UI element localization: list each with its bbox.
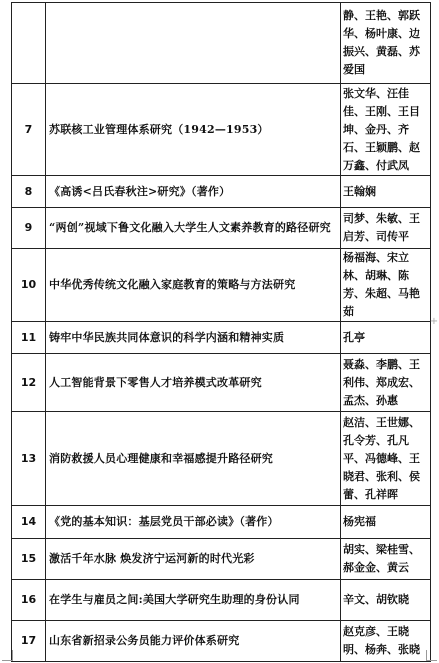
- project-members: 聂淼、李鹏、王利伟、郑成宏、孟杰、孙惠: [341, 354, 431, 412]
- project-title: [46, 3, 341, 84]
- row-number: 16: [12, 580, 46, 621]
- row-number: 10: [12, 249, 46, 322]
- project-table: [11, 2, 431, 662]
- table-row: [12, 249, 431, 322]
- row-number: 12: [12, 354, 46, 412]
- project-members: 孔亭: [341, 322, 431, 354]
- project-title: “两创”视域下鲁文化融入大学生人文素养教育的路径研究: [46, 208, 341, 249]
- table-row: [12, 539, 431, 580]
- table-row: [12, 506, 431, 539]
- project-title: 苏联核工业管理体系研究（1942—1953）: [46, 84, 341, 176]
- row-number: 13: [12, 412, 46, 506]
- project-title: 人工智能背景下零售人才培养模式改革研究: [46, 354, 341, 412]
- row-number: 9: [12, 208, 46, 249]
- table-row: [12, 176, 431, 208]
- project-members: 赵洁、王世娜、孔令芳、孔凡平、冯德峰、王晓君、张利、侯蕾、孔祥晖: [341, 412, 431, 506]
- row-number: 14: [12, 506, 46, 539]
- project-members: 司梦、朱敏、王启芳、司传平: [341, 208, 431, 249]
- row-number: 7: [12, 84, 46, 176]
- project-title: 《高诱<吕氏春秋注>研究》（著作）: [46, 176, 341, 208]
- page-corner-mark-left: [2, 650, 13, 661]
- project-members: 杨福海、宋立林、胡琳、陈芳、朱超、马艳茹: [341, 249, 431, 322]
- row-number: 17: [12, 621, 46, 662]
- project-members: 杨宪福: [341, 506, 431, 539]
- row-number: 11: [12, 322, 46, 354]
- project-title: 在学生与雇员之间:美国大学研究生助理的身份认同: [46, 580, 341, 621]
- project-title: 中华优秀传统文化融入家庭教育的策略与方法研究: [46, 249, 341, 322]
- row-number: 15: [12, 539, 46, 580]
- project-title: 消防救援人员心理健康和幸福感提升路径研究: [46, 412, 341, 506]
- table-row: [12, 322, 431, 354]
- table-row: [12, 84, 431, 176]
- table-row: [12, 354, 431, 412]
- plus-icon: +: [429, 316, 439, 327]
- row-number: 8: [12, 176, 46, 208]
- project-table-body: [12, 3, 431, 662]
- project-members: 张文华、汪佳佳、王刚、王目坤、金丹、齐石、王颖鹏、赵万鑫、付武凤: [341, 84, 431, 176]
- table-row: [12, 621, 431, 662]
- project-title: 《党的基本知识：基层党员干部必读》（著作）: [46, 506, 341, 539]
- project-members: 赵克彦、王晓明、杨奔、张晓: [341, 621, 431, 662]
- page-corner-mark-right: [426, 650, 437, 661]
- project-members: 静、王艳、郭跃华、杨叶康、边振兴、黄磊、苏爱国: [341, 3, 431, 84]
- project-members: 胡实、梁桂雪、郝金金、黄云: [341, 539, 431, 580]
- project-members: 辛文、胡钦晓: [341, 580, 431, 621]
- table-row: [12, 208, 431, 249]
- project-title: 铸牢中华民族共同体意识的科学内涵和精神实质: [46, 322, 341, 354]
- table-row: [12, 580, 431, 621]
- project-title: 激活千年水脉 焕发济宁运河新的时代光彩: [46, 539, 341, 580]
- project-members: 王翰娴: [341, 176, 431, 208]
- table-row: [12, 3, 431, 84]
- project-title: 山东省新招录公务员能力评价体系研究: [46, 621, 341, 662]
- table-row: [12, 412, 431, 506]
- row-number: [12, 3, 46, 84]
